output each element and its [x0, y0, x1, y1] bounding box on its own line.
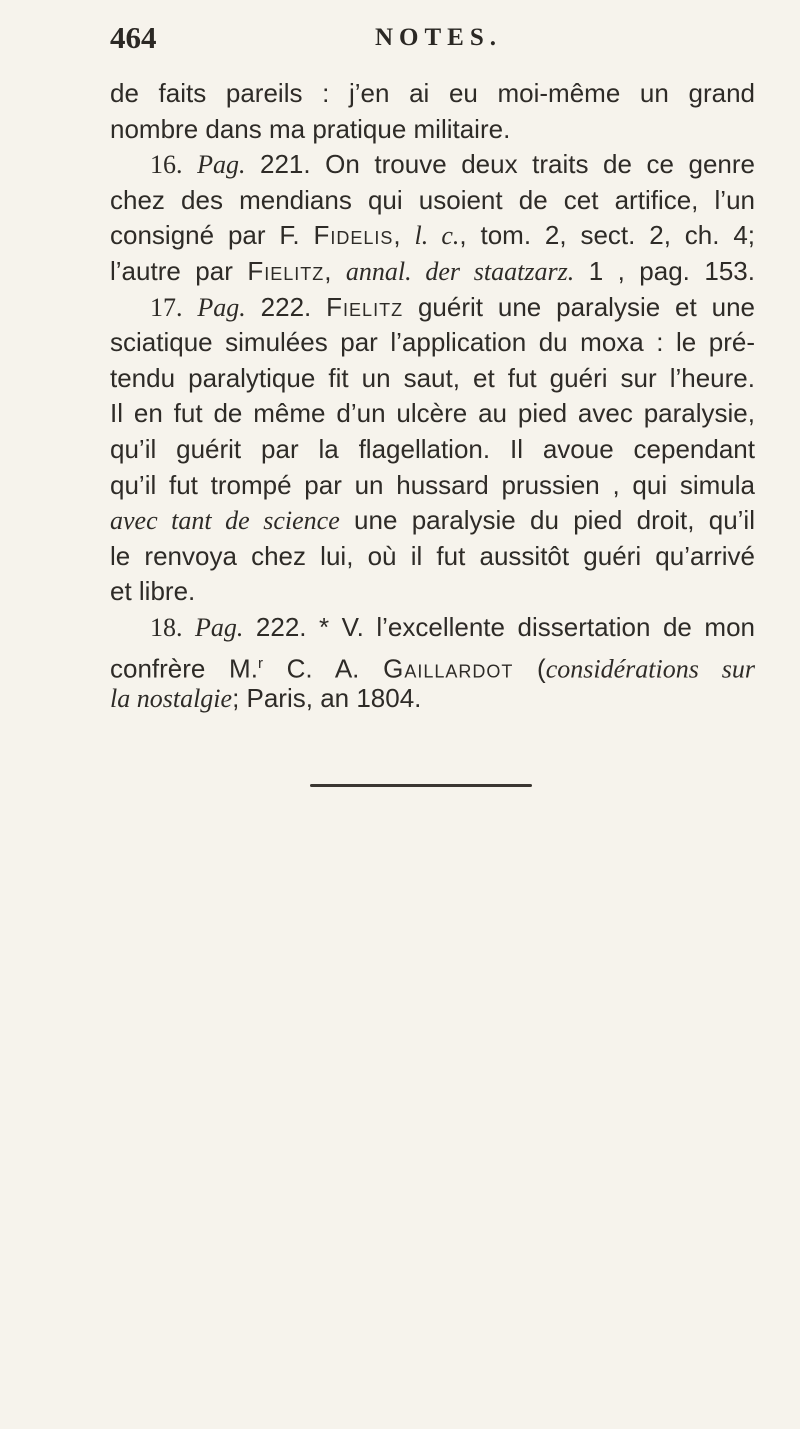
note-17: 17. Pag. 222. Fielitz guérit une paralysie et une [150, 291, 755, 322]
text-line: de faits pareils : j’en ai eu moi-même un grand [110, 78, 755, 108]
text-line: l’autre par Fielitz, annal. der staatzarz. 1 , pag. 153. [110, 255, 755, 286]
text-line: le renvoya chez lui, où il fut aussitôt guéri qu’arrivé [110, 540, 755, 571]
text-line: sciatique simulées par l’application du moxa : le pré- [110, 327, 755, 358]
end-rule [310, 784, 532, 787]
text-line: chez des mendians qui usoient de cet artifice, l’un [110, 184, 755, 215]
text-line: nombre dans ma pratique militaire. [110, 113, 511, 144]
note-18: 18. Pag. 222. * V. l’excellente dissertation de mon [150, 611, 755, 642]
text-line: qu’il fut trompé par un hussard prussien , qui simula [110, 469, 755, 500]
page-number: 464 [110, 20, 157, 55]
note-16: 16. Pag. 221. On trouve deux traits de ce genre [150, 149, 756, 180]
page-header [110, 20, 750, 60]
text-line: tendu paralytique fit un saut, et fut guéri sur l’heure. [110, 362, 755, 393]
notes-text [110, 76, 755, 717]
text-line: consigné par F. Fidelis, l. c., tom. 2, sect. 2, ch. 4; [110, 220, 756, 251]
text-line: avec tant de science une paralysie du pied droit, qu’il [110, 505, 755, 536]
text-line: la nostalgie; Paris, an 1804. [110, 683, 422, 714]
text-line: Il en fut de même d’un ulcère au pied avec paralysie, [110, 398, 755, 429]
running-head: NOTES. [375, 24, 503, 51]
text-line: et libre. [110, 576, 196, 607]
text-line: confrère M.$^r$ C. A. Gaillardot (considérations sur [110, 653, 755, 684]
text-line: qu’il guérit par la flagellation. Il avoue cependant [110, 433, 755, 464]
